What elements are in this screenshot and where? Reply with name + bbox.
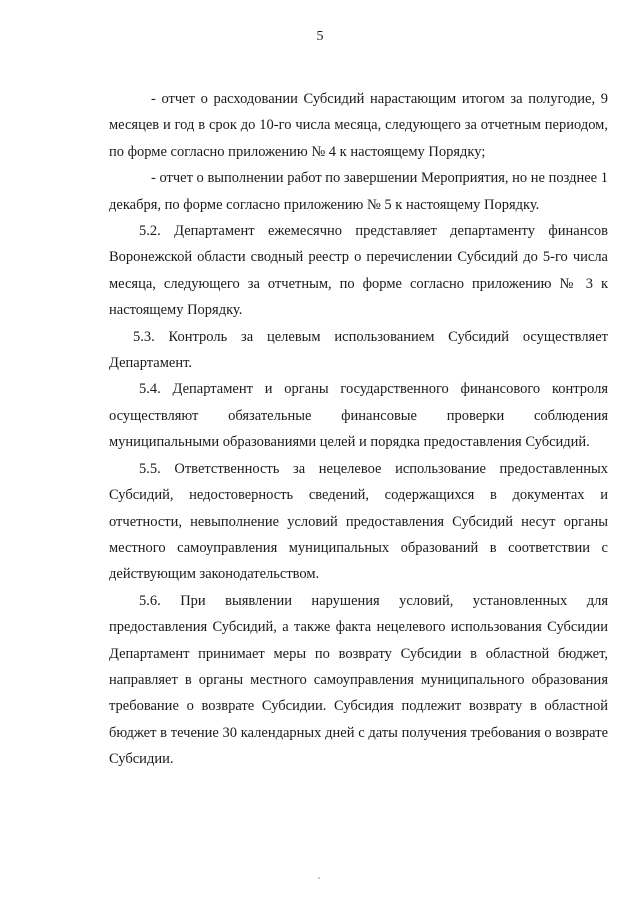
paragraph-5-3: 5.3. Контроль за целевым использованием Субсидий осуществляет Департамент.	[109, 328, 608, 372]
page-number: 5	[316, 29, 324, 44]
document-body	[109, 86, 608, 773]
paragraph-5-2: 5.2. Департамент ежемесячно представляет департаменту финансов Воронежской области сводный реестр о перечислении Субсидий до 5-го числа месяца, следующего за отчетным, по форме согласно приложению № 3 к настоящему Порядку.	[109, 223, 608, 319]
paragraph-5-6: 5.6. При выявлении нарушения условий, установленных для предоставления Субсидий, а также факта нецелевого использования Субсидии Департамент принимает меры по возврату Субсидии в областной бюджет, направляет в органы местного самоуправления муниципального образования требование о возврате Субсидии. Субсидия подлежит возврату в областной бюджет в течение 30 календарных дней с даты получения требования о возврате Субсидии.	[109, 592, 608, 768]
paragraph-5-5: 5.5. Ответственность за нецелевое использование предоставленных Субсидий, недостоверность сведений, содержащихся в документах и отчетности, невыполнение условий предоставления Субсидий несут органы местного самоуправления муниципальных образований в соответствии с действующим законодательством.	[109, 460, 608, 583]
paragraph-report-completion: - отчет о выполнении работ по завершении Мероприятия, но не позднее 1 декабря, по форме согласно приложению № 5 к настоящему Порядку.	[109, 170, 608, 213]
paragraph-report-expenditure: - отчет о расходовании Субсидий нарастающим итогом за полугодие, 9 месяцев и год в срок до 10-го числа месяца, следующего за отчетным периодом, по форме согласно приложению № 4 к настоящему Порядку;	[109, 91, 608, 160]
paragraph-5-4: 5.4. Департамент и органы государственного финансового контроля осуществляют обязательные финансовые проверки соблюдения муниципальными образованиями целей и порядка предоставления Субсидий.	[109, 381, 608, 451]
scan-artifact-dot	[318, 877, 320, 879]
